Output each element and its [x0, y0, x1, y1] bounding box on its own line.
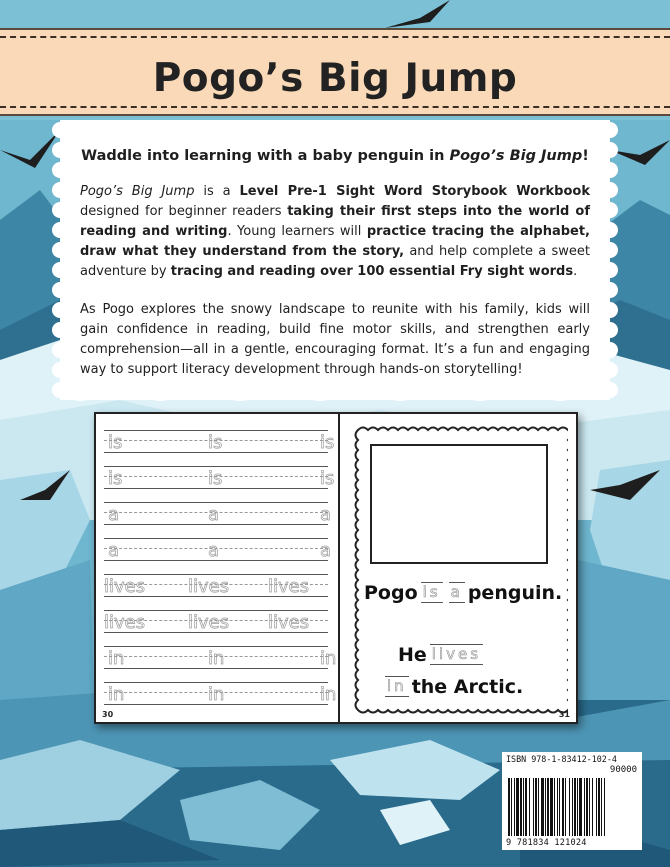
barcode-bar	[574, 778, 576, 836]
guide-line	[104, 430, 328, 431]
barcode-bar	[550, 778, 553, 836]
barcode-bar	[545, 778, 546, 836]
isbn-text: ISBN 978-1-83412-102-4	[506, 754, 617, 764]
trace-word: in	[320, 648, 337, 669]
trace-word: a	[208, 504, 220, 525]
tagline-end: !	[582, 148, 589, 164]
barcode-bar	[559, 778, 560, 836]
trace-word: in	[208, 684, 225, 705]
trace-word: lives	[268, 576, 310, 597]
tracing-row	[104, 606, 328, 638]
barcode-bar	[511, 778, 512, 836]
trace-word: is	[422, 583, 441, 601]
barcode-bar	[569, 778, 570, 836]
trace-word: lives	[104, 612, 146, 633]
barcode-bar	[508, 778, 510, 836]
trace-blank	[385, 676, 409, 698]
guide-line	[104, 610, 328, 611]
barcode-bar	[589, 778, 590, 836]
trace-word: a	[320, 504, 332, 525]
barcode-bar	[535, 778, 537, 836]
para1-text: designed for beginner readers	[80, 204, 288, 219]
barcode-bar	[547, 778, 549, 836]
barcode-bar	[514, 778, 515, 836]
barcode-bar	[572, 778, 573, 836]
tracing-row	[104, 498, 332, 530]
trace-word: a	[450, 583, 463, 601]
trace-word: in	[320, 684, 337, 705]
trace-word: is	[108, 432, 123, 453]
guide-line	[104, 574, 328, 575]
barcode-bar	[577, 778, 578, 836]
para1-book-title: Pogo’s Big Jump	[80, 184, 195, 199]
barcode-block	[502, 752, 642, 850]
para1-level: Level Pre-1 Sight Word Storybook Workbook	[239, 184, 590, 199]
trace-word: lives	[188, 612, 230, 633]
book-spine	[338, 414, 340, 722]
barcode-bar	[601, 778, 602, 836]
trace-word: lives	[268, 612, 310, 633]
story-line-3	[382, 676, 523, 698]
description-paragraph-1	[80, 182, 590, 282]
trace-blank	[430, 644, 483, 666]
trace-blank	[449, 582, 465, 604]
story-line-2	[398, 644, 486, 666]
barcode-bar	[579, 778, 582, 836]
barcode-bar	[529, 778, 530, 836]
barcode-bar	[541, 778, 544, 836]
trace-word: is	[320, 432, 335, 453]
trace-word: in	[387, 677, 407, 695]
para1-text: . Young learners will	[227, 224, 367, 239]
tracing-row	[104, 462, 335, 494]
barcode-bar	[586, 778, 588, 836]
trace-word: a	[208, 540, 220, 561]
barcode-bars	[508, 778, 636, 836]
title-banner	[0, 28, 670, 116]
story-word: the Arctic.	[411, 676, 524, 698]
barcode-bar	[565, 778, 566, 836]
trace-word: in	[108, 648, 125, 669]
description	[80, 148, 590, 398]
trace-word: a	[108, 504, 120, 525]
para1-highlight: tracing and reading over 100 essential Fry sight words	[170, 264, 574, 279]
barcode-bar	[516, 778, 519, 836]
guide-line	[104, 538, 328, 539]
trace-word: a	[320, 540, 332, 561]
trace-word: is	[320, 468, 335, 489]
guide-line	[104, 646, 328, 647]
guide-line	[104, 466, 328, 467]
barcode-bar	[596, 778, 597, 836]
barcode-bar	[557, 778, 558, 836]
price-code: 90000	[609, 765, 637, 775]
tracing-row	[104, 426, 335, 458]
barcode-bar	[592, 778, 593, 836]
barcode-bar	[533, 778, 534, 836]
workbook-spread	[94, 412, 578, 724]
guide-line	[104, 502, 328, 503]
barcode-bar	[523, 778, 524, 836]
barcode-bar	[520, 778, 522, 836]
trace-word: a	[108, 540, 120, 561]
para1-highlight: taking their first steps into the world of reading and writing	[80, 204, 591, 239]
story-word: He	[398, 644, 427, 666]
barcode-bar	[554, 778, 555, 836]
para1-text: .	[573, 264, 578, 279]
barcode-bar	[598, 778, 600, 836]
description-paragraph-2: As Pogo explores the snowy landscape to reunite with his family, kids will gain confidence in reading, build fine motor skills, and strengthen early comprehension—all in a gentle, encouraging format. It’s a fun and engaging way to support literacy development through hands-on storytelling!	[80, 302, 590, 377]
tracing-row	[104, 678, 337, 710]
drawing-box	[370, 444, 548, 564]
tagline	[80, 148, 590, 164]
para1-highlight: practice tracing the alphabet, draw what they understand from the story,	[80, 224, 590, 259]
barcode-bar	[562, 778, 564, 836]
story-word: penguin.	[467, 582, 563, 604]
trace-word: is	[208, 468, 223, 489]
trace-word: in	[108, 684, 125, 705]
para1-text: and help complete a sweet adventure by	[80, 244, 590, 279]
barcode-digits: 9 781834 121024	[506, 838, 587, 848]
tagline-book-title: Pogo’s Big Jump	[449, 148, 583, 164]
barcode-bar	[604, 778, 605, 836]
trace-word: in	[208, 648, 225, 669]
tagline-text: Waddle into learning with a baby penguin in	[81, 148, 450, 164]
guide-line	[104, 682, 328, 683]
barcode-bar	[525, 778, 527, 836]
para1-text: is a	[194, 184, 240, 199]
trace-word: is	[208, 432, 223, 453]
page-number-right: 31	[558, 710, 570, 719]
story-line-1	[364, 582, 562, 604]
tracing-row	[104, 534, 332, 566]
trace-word: is	[108, 468, 123, 489]
story-word: Pogo	[364, 582, 418, 604]
tracing-row	[104, 570, 328, 602]
trace-blank	[421, 582, 443, 604]
trace-word: lives	[431, 645, 482, 663]
book-title: Pogo’s Big Jump	[152, 56, 518, 101]
barcode-bar	[538, 778, 539, 836]
trace-word: lives	[104, 576, 146, 597]
tracing-row	[104, 642, 337, 674]
page-number-left: 30	[102, 710, 114, 719]
trace-word: lives	[188, 576, 230, 597]
barcode-bar	[584, 778, 585, 836]
